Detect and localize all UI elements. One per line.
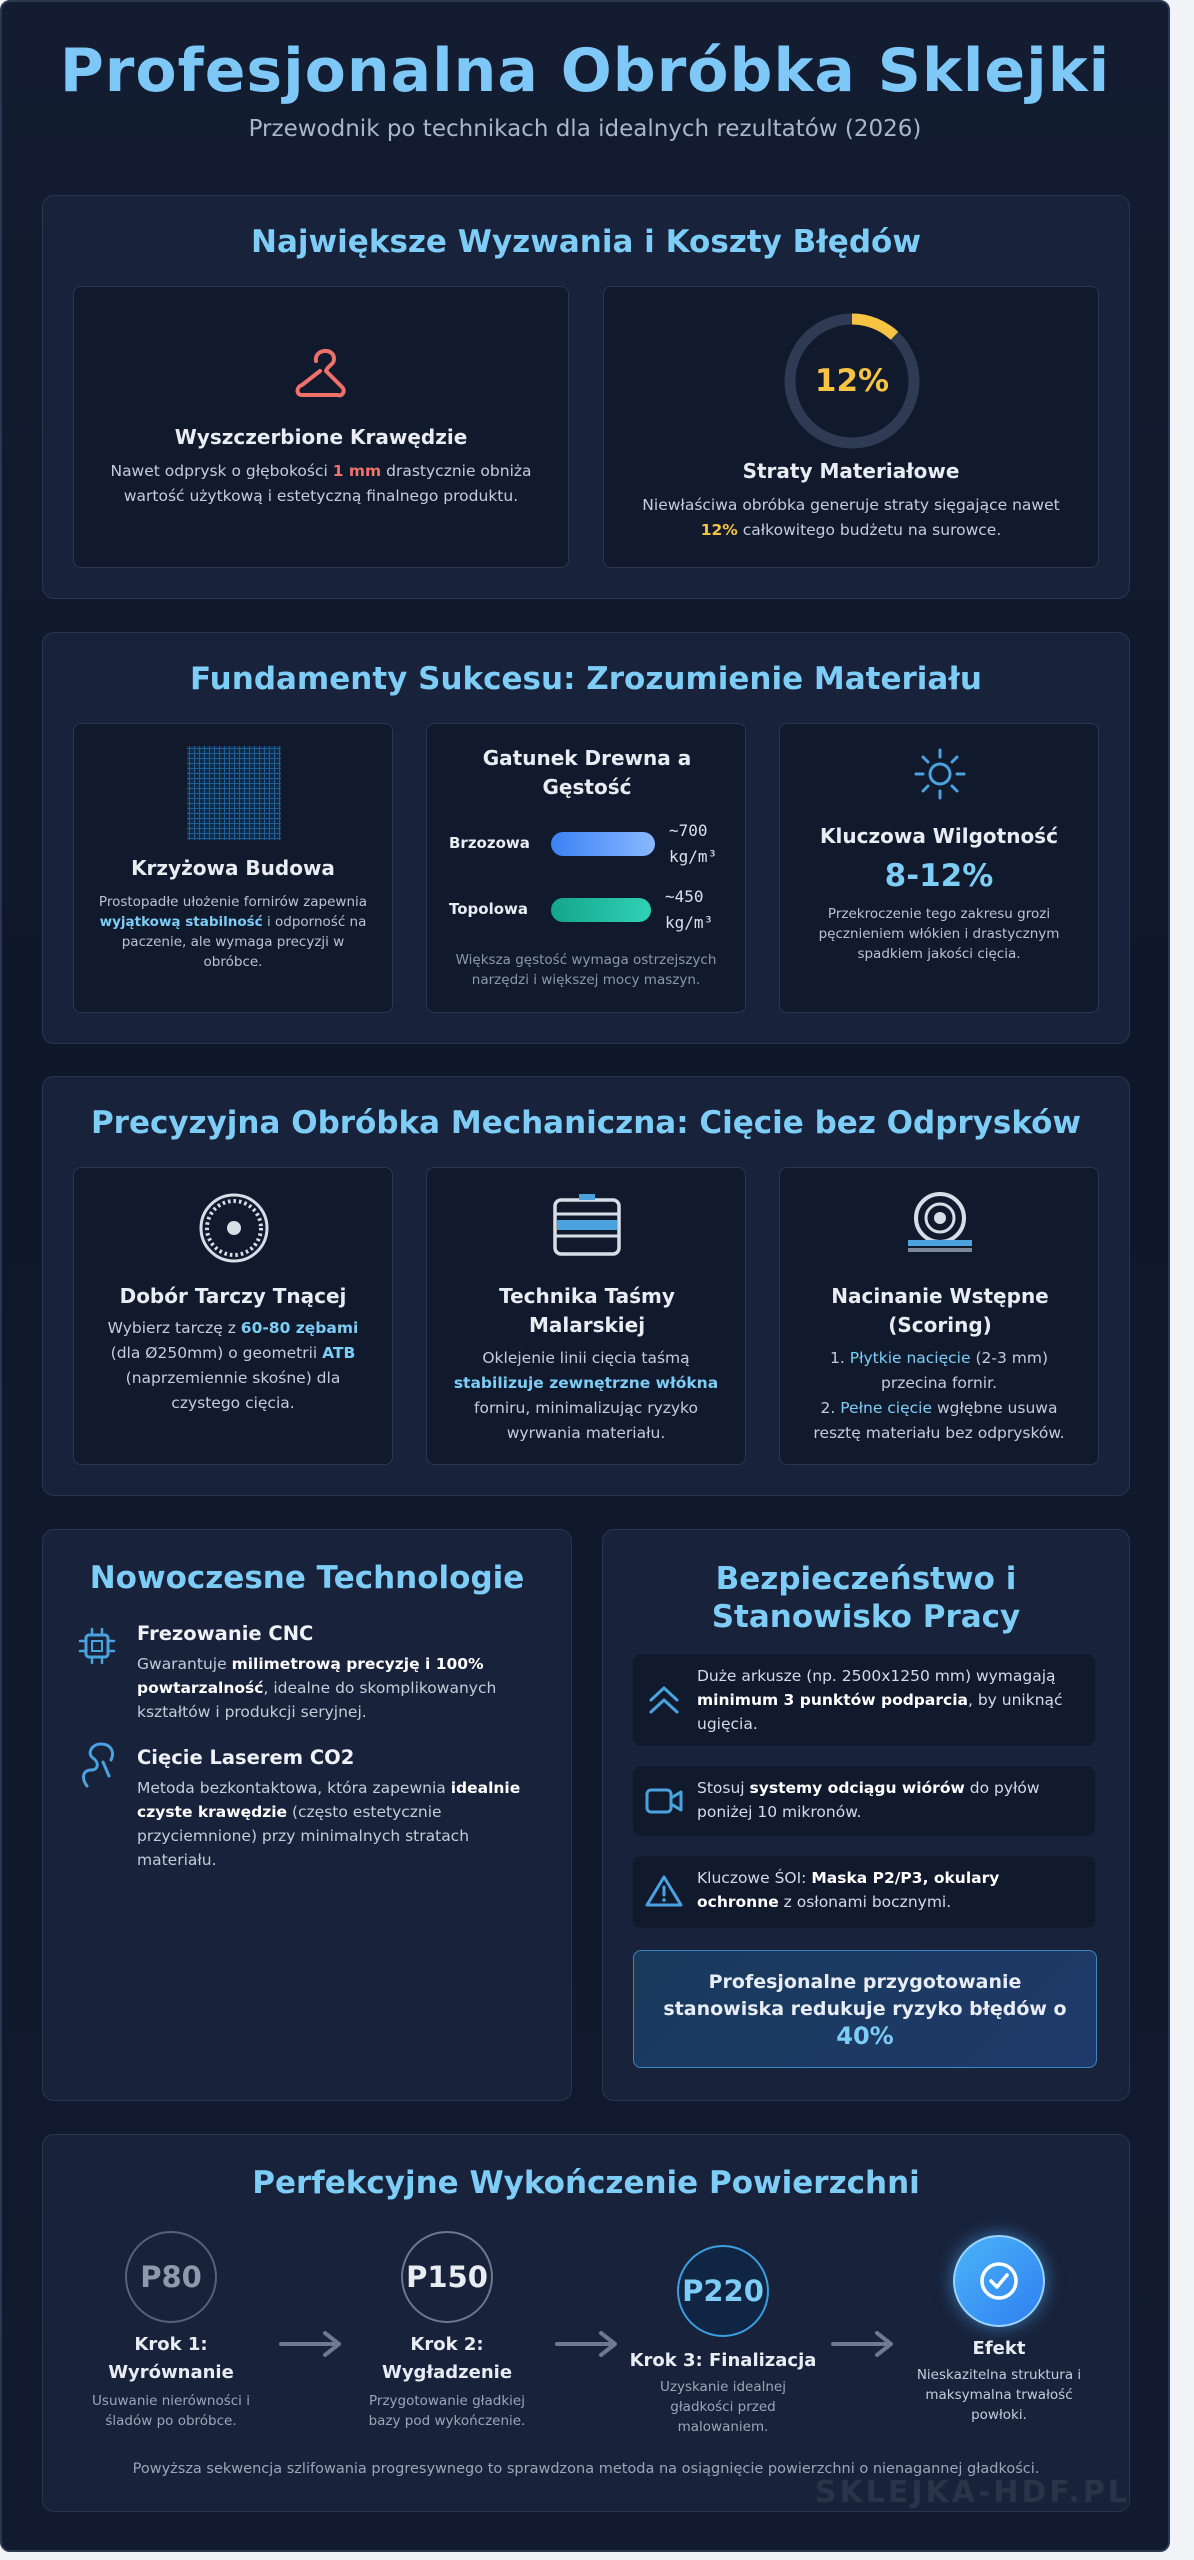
card-moisture [779, 723, 1099, 1013]
callout-text: Profesjonalne przygotowanie stanowiska redukuje ryzyko błędów o 40% [663, 1971, 1067, 2050]
step-badge-p220: P220 [677, 2245, 769, 2337]
safety-item-support [633, 1654, 1095, 1746]
section-safety [602, 1529, 1130, 2101]
sun-icon [914, 748, 966, 800]
card-blade-choice [73, 1167, 393, 1465]
step-title: Krok 2: Wygładzenie [381, 2334, 513, 2383]
card-wood-density [426, 723, 746, 1013]
tape-icon [551, 1192, 623, 1258]
card-description: Nawet odprysk o głębokości 1 mm drastycznie obniża wartość użytkową i estetyczną finalnego produktu. [110, 462, 532, 505]
callout-value: 40% [836, 2022, 894, 2050]
card-description: 1. Płytkie nacięcie (2-3 mm) przecina fornir. 2. Pełne cięcie wgłębne usuwa resztę materiału bez odprysków. [813, 1349, 1065, 1442]
arrow-right-icon [279, 2329, 343, 2359]
card-title: Wyszczerbione Krawędzie [174, 425, 468, 449]
card-material-losses [603, 286, 1099, 568]
safety-callout [633, 1950, 1097, 2068]
card-masking-tape [426, 1167, 746, 1465]
section-title-fundamentals: Fundamenty Sukcesu: Zrozumienie Materiału [190, 661, 982, 697]
step-title: Efekt [972, 2338, 1026, 2359]
card-title: Krzyżowa Budowa [131, 856, 335, 880]
card-title: Dobór Tarczy Tnącej [119, 1284, 347, 1308]
step-desc: Nieskazitelna struktura i maksymalna trwałość powłoki. [916, 2367, 1082, 2423]
card-description: Prostopadłe ułożenie fornirów zapewnia wyjątkową stabilność i odporność na paczenie, ale wymaga precyzji w obróbce. [98, 894, 368, 970]
card-description: Oklejenie linii cięcia taśmą stabilizuje zewnętrzne włókna forniru, minimalizując ryzyko wyrwania materiału. [453, 1349, 719, 1442]
safety-item-extraction [633, 1766, 1095, 1836]
arrow-right-icon [831, 2329, 895, 2359]
density-bar-birch [551, 832, 655, 856]
safety-text: Kluczowe ŚOI: Maska P2/P3, okulary ochronne z osłonami bocznymi. [697, 1869, 1000, 1911]
section-challenges [42, 195, 1130, 599]
tech-desc-laser: Metoda bezkontaktowa, która zapewnia idealnie czyste krawędzie (często estetycznie przyciemnione) przy minimalnych stratach materiału. [137, 1779, 521, 1869]
section-title-safety: Bezpieczeństwo i Stanowisko Pracy [711, 1561, 1021, 1635]
step-title: Krok 1: Wyrównanie [108, 2334, 234, 2383]
chevrons-up-icon [647, 1684, 681, 1716]
hanger-icon [294, 343, 350, 403]
card-title: Kluczowa Wilgotność [820, 824, 1058, 848]
moisture-value: 8-12% [884, 858, 994, 894]
scoring-saw-icon [906, 1190, 974, 1254]
video-icon [645, 1786, 683, 1816]
card-title: Straty Materiałowe [742, 459, 960, 483]
card-description: Wybierz tarczę z 60-80 zębami (dla Ø250mm) o geometrii ATB (naprzemiennie skośne) dla czystego cięcia. [107, 1319, 359, 1412]
safety-text: Duże arkusze (np. 2500x1250 mm) wymagają minimum 3 punktów podparcia, by uniknąć ugięcia. [697, 1667, 1063, 1733]
density-row-name-birch: Brzozowa [449, 834, 530, 852]
section-finishing [42, 2134, 1130, 2512]
card-chipped-edges [73, 286, 569, 568]
step-title: Krok 3: Finalizacja [629, 2350, 817, 2371]
step-desc: Przygotowanie gładkiej bazy pod wykończenie. [368, 2393, 526, 2429]
laser-icon [77, 1742, 119, 1788]
step-badge-p80: P80 [125, 2231, 217, 2323]
card-title: Nacinanie Wstępne (Scoring) [831, 1284, 1049, 1337]
plywood-grid-icon [187, 746, 281, 840]
saw-blade-icon [198, 1192, 270, 1264]
check-circle-icon [979, 2261, 1019, 2301]
safety-text: Stosuj systemy odciągu wiórów do pyłów poniżej 10 mikronów. [697, 1779, 1040, 1821]
density-row-name-poplar: Topolowa [449, 900, 529, 918]
section-fundamentals [42, 632, 1130, 1044]
section-title-mechanical: Precyzyjna Obróbka Mechaniczna: Cięcie bez Odprysków [90, 1105, 1082, 1141]
step-badge-p150: P150 [401, 2231, 493, 2323]
density-note: Większa gęstość wymaga ostrzejszych narzędzi i większej mocy maszyn. [455, 952, 717, 988]
tech-title-cnc: Frezowanie CNC [137, 1622, 314, 1645]
gauge-label: 12% [814, 363, 890, 399]
section-title-challenges: Największe Wyzwania i Koszty Błędów [251, 224, 921, 260]
step-desc: Uzyskanie idealnej gładkości przed malowaniem. [659, 2379, 786, 2435]
card-title: Gatunek Drewna a Gęstość [482, 746, 692, 799]
step-desc: Usuwanie nierówności i śladów po obróbce. [92, 2393, 250, 2429]
watermark: SKLEJKA-HDF.PL [814, 2475, 1130, 2510]
section-title-technologies: Nowoczesne Technologie [89, 1560, 525, 1596]
section-technologies [42, 1529, 572, 2101]
arrow-right-icon [555, 2329, 619, 2359]
safety-item-ppe [633, 1856, 1095, 1928]
section-title-finishing: Perfekcyjne Wykończenie Powierzchni [252, 2165, 920, 2201]
density-value-birch: ~700 kg/m³ [669, 821, 718, 866]
density-value-poplar: ~450 kg/m³ [665, 887, 714, 932]
finishing-footer: Powyższa sekwencja szlifowania progresywnego to sprawdzona metoda na osiągnięcie powierzchni o nienagannej gładkości. [132, 2461, 1040, 2477]
section-mechanical [42, 1076, 1130, 1496]
card-title: Technika Taśmy Malarskiej [499, 1284, 675, 1337]
card-cross-structure [73, 723, 393, 1013]
tech-title-laser: Cięcie Laserem CO2 [137, 1746, 355, 1769]
chip-icon [77, 1626, 117, 1666]
tech-desc-cnc: Gwarantuje milimetrową precyzję i 100% powtarzalność, idealne do skomplikowanych kształtów i produkcji seryjnej. [137, 1655, 497, 1721]
page-title: Profesjonalna Obróbka Sklejki [59, 36, 1111, 106]
step-badge-result [953, 2235, 1045, 2327]
density-bar-poplar [551, 898, 651, 922]
card-scoring [779, 1167, 1099, 1465]
warning-icon [645, 1874, 683, 1908]
card-description: Przekroczenie tego zakresu grozi pęcznieniem włókien i drastycznym spadkiem jakości cięcia. [818, 906, 1060, 962]
page-subtitle: Przewodnik po technikach dla idealnych rezultatów (2026) [248, 116, 922, 142]
card-description: Niewłaściwa obróbka generuje straty sięgające nawet 12% całkowitego budżetu na surowce. [642, 496, 1060, 539]
